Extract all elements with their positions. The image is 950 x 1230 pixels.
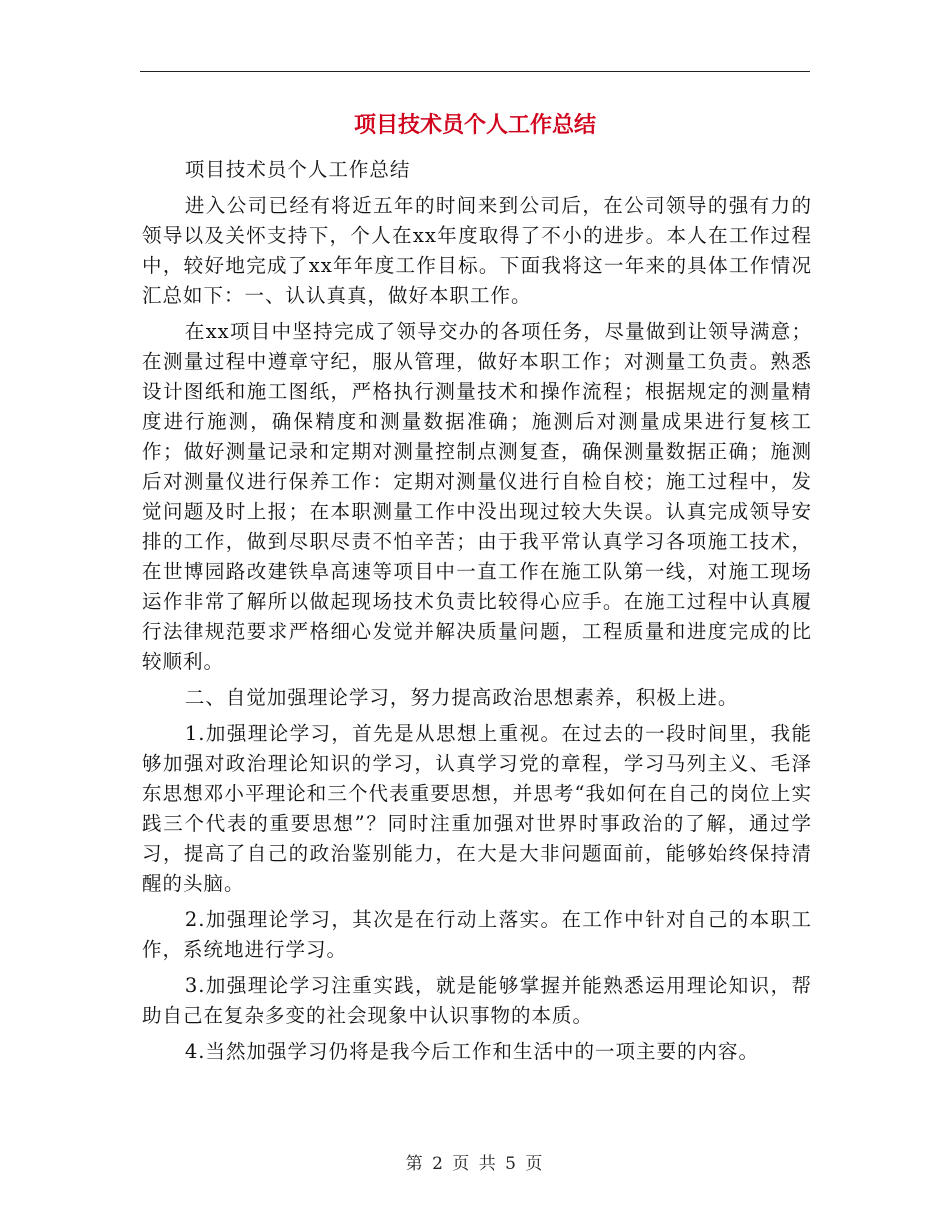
- paragraph-subtitle: 项目技术员个人工作总结: [184, 158, 411, 181]
- header-rule: [140, 71, 810, 72]
- document-body: [142, 155, 812, 1073]
- page-number: 第 2 页 共 5 页: [405, 1154, 545, 1174]
- paragraph-section-two-heading: 二、自觉加强理论学习，努力提高政治思想素养，积极上进。: [184, 686, 739, 709]
- document-title: 项目技术员个人工作总结: [353, 113, 596, 138]
- paragraph-intro: 进入公司已经有将近五年的时间来到公司后，在公司领导的强有力的领导以及关怀支持下，个人在xx年度取得了不小的进步。本人在工作过程中，较好地完成了xx年年度工作目标。下面我将这一年来的具体工作情况汇总如下：一、认认真真，做好本职工作。: [142, 194, 812, 307]
- paragraph-item-1: 1.加强理论学习，首先是从思想上重视。在过去的一段时间里，我能够加强对政治理论知识的学习，认真学习党的章程，学习马列主义、毛泽东思想邓小平理论和三个代表重要思想，并思考“我如何在自己的岗位上实践三个代表的重要思想”？同时注重加强对世界时事政治的了解，通过学习，提高了自己的政治鉴别能力，在大是大非问题面前，能够始终保持清醒的头脑。: [142, 722, 812, 895]
- paragraph-item-2: 2.加强理论学习，其次是在行动上落实。在工作中针对自己的本职工作，系统地进行学习。: [142, 908, 812, 961]
- paragraph-work-details: 在xx项目中坚持完成了领导交办的各项任务，尽量做到让领导满意；在测量过程中遵章守纪，服从管理，做好本职工作；对测量工负责。熟悉设计图纸和施工图纸，严格执行测量技术和操作流程；根据规定的测量精度进行施测，确保精度和测量数据准确；施测后对测量成果进行复核工作；做好测量记录和定期对测量控制点测复查，确保测量数据正确；施测后对测量仪进行保养工作：定期对测量仪进行自检自校；施工过程中，发觉问题及时上报；在本职测量工作中没出现过较大失误。认真完成领导安排的工作，做到尽职尽责不怕辛苦；由于我平常认真学习各项施工技术，在世博园路改建铁阜高速等项目中一直工作在施工队第一线，对施工现场运作非常了解所以做起现场技术负责比较得心应手。在施工过程中认真履行法律规范要求严格细心发觉并解决质量问题，工程质量和进度完成的比较顺利。: [142, 320, 812, 673]
- paragraph-item-3: 3.加强理论学习注重实践，就是能够掌握并能熟悉运用理论知识，帮助自己在复杂多变的社会现象中认识事物的本质。: [142, 974, 812, 1027]
- paragraph-item-4: 4.当然加强学习仍将是我今后工作和生活中的一项主要的内容。: [184, 1040, 759, 1063]
